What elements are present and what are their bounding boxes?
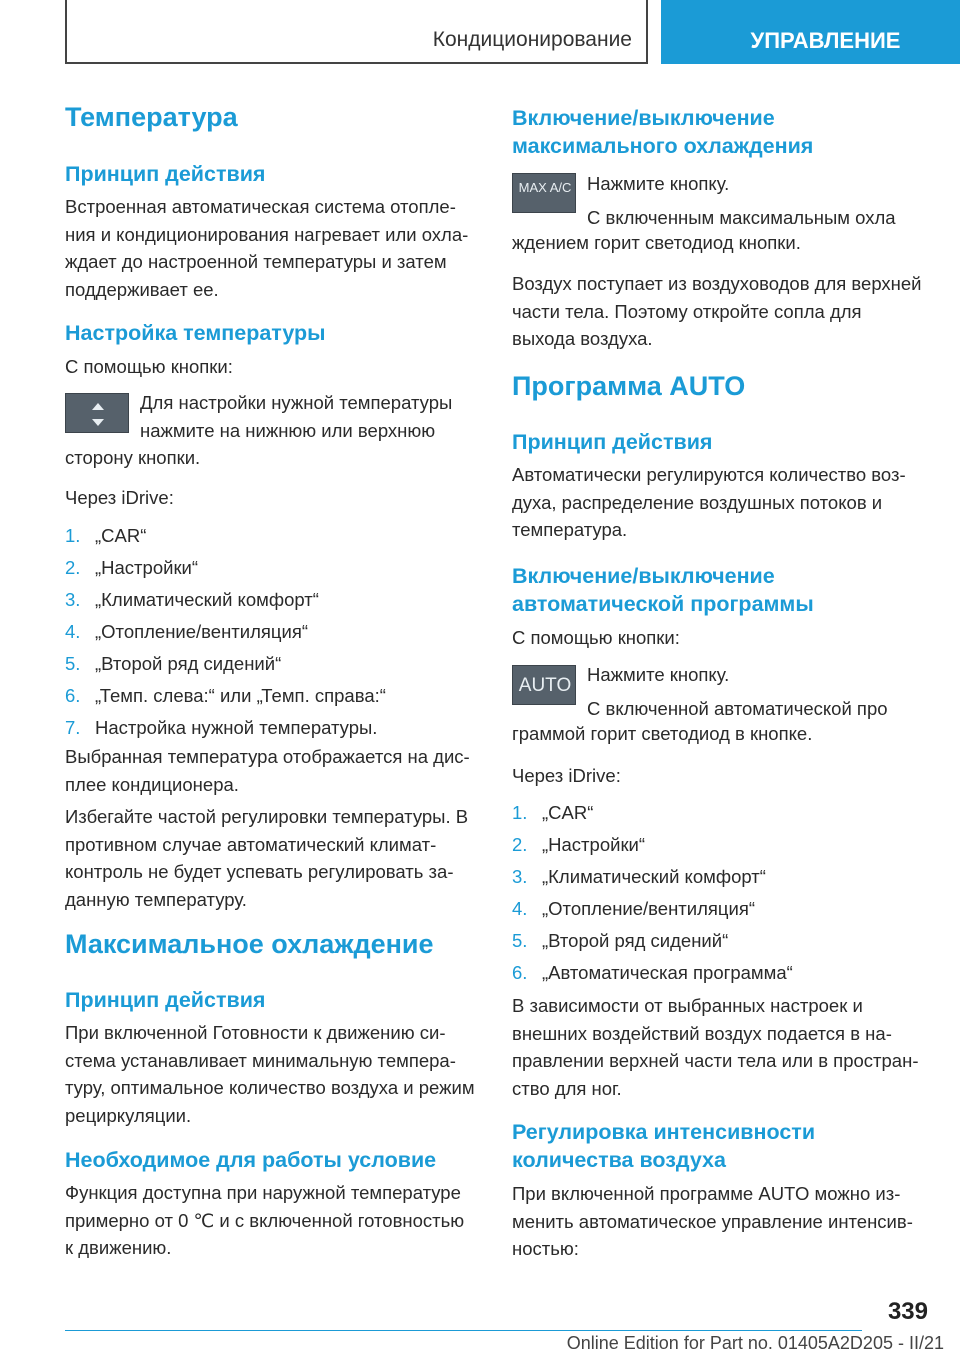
max-ac-label: MAX A/C <box>518 180 572 195</box>
heading-auto-program: Программа AUTO <box>512 371 746 401</box>
header-box <box>65 0 648 64</box>
paragraph-displayed: Выбранная температура отображается на дисплее кондиционера. <box>65 746 470 795</box>
list-item: 6. „Темп. слева:“ или „Темп. справа:“ <box>65 685 386 706</box>
section-title: Кондиционирование <box>432 28 632 51</box>
heading-onoff-auto: Включение/выключение автоматической программы <box>512 564 814 616</box>
footer-edition: Online Edition for Part no. 01405A2D205 - II/21 <box>566 1333 944 1353</box>
footer-divider <box>65 1330 862 1331</box>
paragraph-avoid: Избегайте частой регулировки температуры. В противном случае автоматический климат-контроль не будет успевать регулировать заданную температуру. <box>65 806 469 910</box>
paragraph-air: Воздух поступает из воздуховодов для верхней части тела. Поэтому откройте сопла для выхода воздуха. <box>512 273 922 349</box>
paragraph-setting-b: сторону кнопки. <box>65 447 201 468</box>
list-item: 1. „CAR“ <box>512 802 594 823</box>
auto-button <box>512 665 576 705</box>
heading-temperature: Температура <box>65 102 238 132</box>
paragraph-auto-led-b: граммой горит светодиод в кнопке. <box>512 723 813 744</box>
list-item: 3. „Климатический комфорт“ <box>65 589 319 610</box>
heading-principle: Принцип действия <box>65 162 266 186</box>
list-item: 1. „CAR“ <box>65 525 147 546</box>
list-item: 4. „Отопление/вентиляция“ <box>65 621 309 642</box>
idrive-steps-list-2 <box>512 799 793 991</box>
auto-label: AUTO <box>518 675 572 696</box>
temperature-rocker-button <box>65 393 129 433</box>
heading-principle-2: Принцип действия <box>65 988 266 1012</box>
list-item: 5. „Второй ряд сидений“ <box>512 930 729 951</box>
up-down-arrows-icon <box>66 394 130 434</box>
list-item: 4. „Отопление/вентиляция“ <box>512 898 756 919</box>
paragraph-press-2: Нажмите кнопку. <box>587 664 730 685</box>
heading-onoff-max: Включение/выключение максимального охлаждения <box>512 106 814 158</box>
paragraph-principle-3: Автоматически регулируются количество воздуха, распределение воздушных потоков и температура. <box>512 464 906 540</box>
paragraph-principle-2: При включенной Готовности к движению система устанавливает минимальную температуру, оптимальное количество воздуха и режим рециркуляции. <box>65 1022 475 1126</box>
paragraph-max-led-b: ждением горит светодиод кнопки. <box>512 232 801 253</box>
paragraph-with-button-2: С помощью кнопки: <box>512 627 680 648</box>
list-item: 5. „Второй ряд сидений“ <box>65 653 282 674</box>
heading-temperature-setting: Настройка температуры <box>65 321 326 345</box>
list-item: 2. „Настройки“ <box>512 834 646 855</box>
list-item: 3. „Климатический комфорт“ <box>512 866 766 887</box>
heading-intensity: Регулировка интенсивности количества воздуха <box>512 1120 816 1172</box>
heading-principle-3: Принцип действия <box>512 430 713 454</box>
paragraph-intensity: При включенной программе AUTO можно изменить автоматическое управление интенсивностью: <box>512 1183 913 1259</box>
heading-condition: Необходимое для работы условие <box>65 1148 437 1172</box>
idrive-steps-list <box>65 522 386 746</box>
max-ac-button <box>512 173 576 213</box>
list-item: 2. „Настройки“ <box>65 557 199 578</box>
paragraph-with-button: С помощью кнопки: <box>65 356 233 377</box>
tab-control[interactable]: УПРАВЛЕНИЕ <box>661 0 960 64</box>
paragraph-condition: Функция доступна при наружной температуре примерно от 0 ℃ и с включенной готовностью к движению. <box>65 1182 465 1258</box>
paragraph-max-led-a: С включенным максимальным охла <box>587 207 896 228</box>
paragraph-depending: В зависимости от выбранных настроек и внешних воздействий воздух подается в направлении верхней части тела или в пространство для ног. <box>512 995 919 1099</box>
paragraph-via-idrive-2: Через iDrive: <box>512 765 621 786</box>
paragraph-via-idrive: Через iDrive: <box>65 487 174 508</box>
paragraph-press-1: Нажмите кнопку. <box>587 173 730 194</box>
paragraph-auto-led-a: С включенной автоматической про <box>587 698 888 719</box>
list-item: 7. Настройка нужной температуры. <box>65 717 378 738</box>
paragraph-setting-a: Для настройки нужной температуры нажмите на нижнюю или верхнюю <box>140 392 453 441</box>
heading-max-cooling: Максимальное охлаждение <box>65 929 434 959</box>
page-number: 339 <box>887 1298 928 1325</box>
list-item: 6. „Автоматическая программа“ <box>512 962 793 983</box>
paragraph-principle: Встроенная автоматическая система отопления и кондиционирования нагревает или охлаждает до настроенной температуры и затем поддерживает ее. <box>65 196 469 300</box>
